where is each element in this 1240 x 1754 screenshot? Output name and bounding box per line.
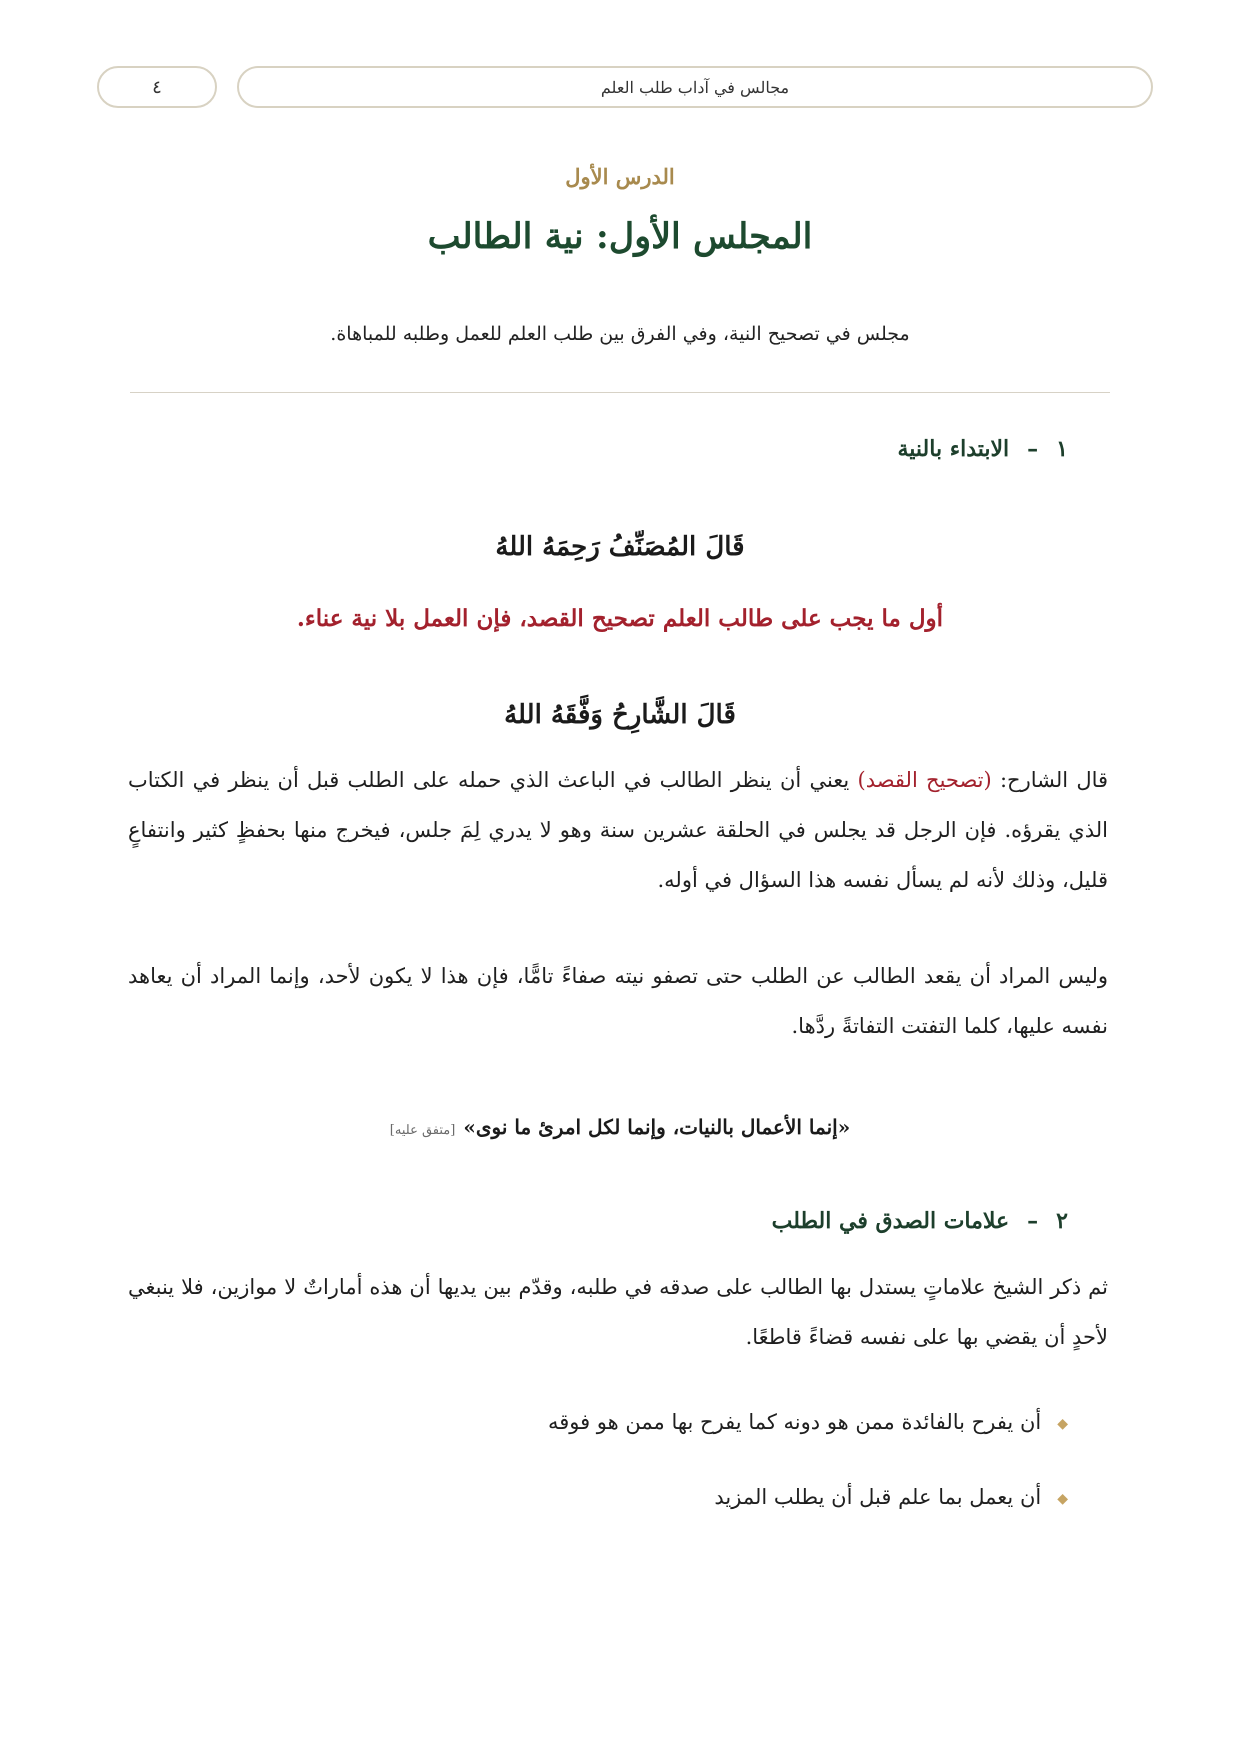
section-1-number: ١: [1056, 436, 1068, 462]
list-item: [714, 1485, 1068, 1509]
highlighted-term: (تصحيح القصد): [857, 768, 992, 792]
commentator-said-heading: قَالَ الشَّارِحُ وَفَّقَهُ اللهُ: [504, 700, 736, 730]
section-1-title: الابتداء بالنية: [897, 436, 1010, 462]
lesson-subtitle: مجلس في تصحيح النية، وفي الفرق بين طلب العلم للعمل وطلبه للمباهاة.: [330, 323, 910, 345]
list-item: [548, 1410, 1068, 1434]
paragraph-prefix: قال الشارح:: [991, 768, 1109, 792]
divider: [130, 392, 1110, 393]
diamond-bullet-icon: ◆: [1057, 1490, 1068, 1507]
commentary-paragraph-2: وليس المراد أن يقعد الطالب عن الطلب حتى تصفو نيته صفاءً تامًّا، فإن هذا لا يكون لأحد، وإنما المراد أن يعاهد نفسه عليها، كلما التفتت التفاتةً ردَّها.: [128, 964, 1108, 1038]
list-item-text: أن يعمل بما علم قبل أن يطلب المزيد: [714, 1485, 1042, 1509]
paragraph-body: يعني أن ينظر الطالب في الباعث الذي حمله على الطلب قبل أن ينظر في الكتاب الذي يقرؤه. فإن الرجل قد يجلس في الحلقة عشرين سنة وهو لا يدري لِمَ جلس، فيخرج منها بحفظٍ كثير وانتفاعٍ قليل، وذلك لأنه لم يسأل نفسه هذا السؤال في أوله.: [128, 768, 1108, 892]
diamond-bullet-icon: ◆: [1057, 1415, 1068, 1432]
book-title: مجالس في آداب طلب العلم: [600, 77, 790, 97]
hadith-reference: [متفق عليه]: [389, 1123, 456, 1138]
commentary-paragraph-1: [128, 755, 1108, 905]
section-1-dash: –: [1027, 436, 1039, 462]
page-number-box: [97, 66, 217, 108]
section-2-number: ٢: [1056, 1208, 1068, 1234]
hadith-text: «إنما الأعمال بالنيات، وإنما لكل امرئ ما نوى»: [463, 1115, 851, 1139]
section-2-heading: [772, 1208, 1068, 1234]
page-number: ٤: [152, 76, 162, 98]
matn-text: أول ما يجب على طالب العلم تصحيح القصد، فإن العمل بلا نية عناء.: [296, 605, 944, 632]
list-item-text: أن يفرح بالفائدة ممن هو دونه كما يفرح بها ممن هو فوقه: [547, 1410, 1042, 1434]
hadith-quote: [0, 1115, 1240, 1139]
section-2-dash: –: [1027, 1208, 1039, 1234]
running-header-title: [237, 66, 1153, 108]
page-title: المجلس الأول: نية الطالب: [427, 216, 813, 257]
section-2-paragraph: ثم ذكر الشيخ علاماتٍ يستدل بها الطالب على صدقه في طلبه، وقدّم بين يديها أن هذه أماراتٌ لا موازين، فلا ينبغي لأحدٍ أن يقضي بها على نفسه قضاءً قاطعًا.: [128, 1275, 1108, 1349]
section-1-heading: [897, 436, 1068, 462]
section-2-title: علامات الصدق في الطلب: [771, 1208, 1010, 1234]
author-said-heading: قَالَ المُصَنِّفُ رَحِمَهُ اللهُ: [495, 532, 745, 562]
lesson-label: الدرس الأول: [565, 164, 675, 189]
